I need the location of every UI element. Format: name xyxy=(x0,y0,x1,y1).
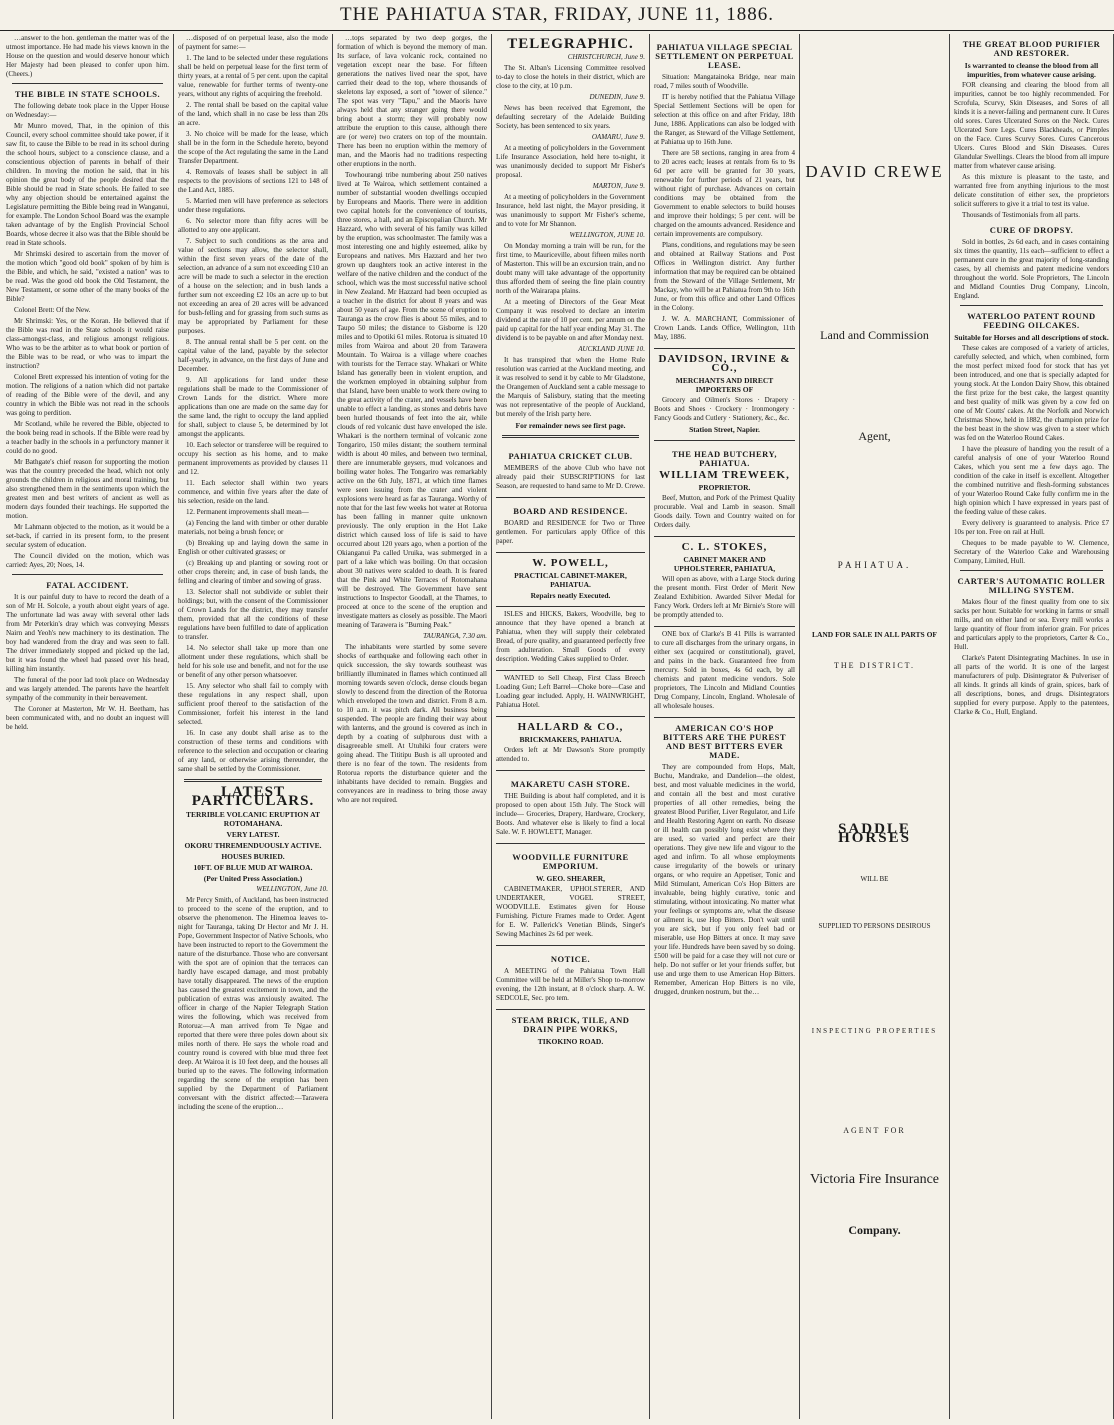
article-heading: LATEST PARTICULARS. xyxy=(191,784,315,809)
ad-title: C. L. STOKES, xyxy=(681,541,768,553)
dateline: MARTON, June 9. xyxy=(592,182,645,190)
dateline: DUNEDIN, June 9. xyxy=(589,93,645,101)
advertisement xyxy=(496,717,645,771)
advertisement xyxy=(496,443,645,498)
paragraph: Mr Shrimski: Yes, or the Koran. He believed that if the Bible was read in the State schools it would raise class-amongst-class, and religious amongst religious. Who was to be the arbiter as to what book or portion of the Bible was to be read, or who was to impart the instruction? xyxy=(6,317,169,370)
paragraph: The following debate took place in the Upper House on Wednesday:— xyxy=(6,102,169,119)
ad-line: AGENT FOR xyxy=(843,1126,906,1135)
paragraph: 13. Selector shall not subdivide or sublet their holdings; but, with the consent of the Commissioner of Crown Lands for the district, they may transfer them, provided that all the conditions of these regulations have been fulfilled to date of application to transfer. xyxy=(178,588,328,641)
paragraph: (b) Breaking up and laying down the same in English or other cultivated grasses; or xyxy=(178,539,328,556)
ad-body: FOR cleansing and clearing the blood from all impurities, cannot be too highly recommended. For Scrofula, Scurvy, Skin Diseases, and Sores of all kinds it is a never-failing and permanent cure. It Cures old sores. Cures Ulcerated Sores on the Neck. Cures Ulcerated Sore Legs. Cures Blackheads, or Pimples on the Face. Cures Scurvy Sores. Cures Cancerous Ulcers. Cures Blood and Skin Diseases. Cures Glandular Swellings. Clears the blood from all impure matter from whatever cause arising. xyxy=(954,81,1109,170)
subheading: HOUSES BURIED. xyxy=(221,852,285,861)
paragraph: …tops separated by two deep gorges, the formation of which is beyond the memory of man. Its surface, of lava volcanic rock, contained no vegetation except near the base. For fifteen generations the natives lived near the spot, have carried their dead to the top, where thousands of skeletons lay exposed, a sort of "tower of silence." The spot was very "Tapu," and the Maoris have always held that any stranger going there would bring about a storm; they will probably now attribute the eruption to this cause, although there are (or were) two craters on top of the mountain. There has been no eruption within the memory of man, and the Maoris had no traditions respecting other eruptions in the north. xyxy=(337,34,487,168)
paragraph: It is our painful duty to have to record the death of a son of Mr H. Solcole, a youth about eight years of age. The unfortunate lad was away with several other lads from Mr Peterkin's dray which was conveying Messrs Nairn and Yeoh's new machinery to its destination. The boy had wandered from the dray and was seen to fall. The driver immediately stopped and picked up the lad, but it was found the wheel had passed over his head, killing him instantly. xyxy=(6,593,169,673)
ad-line: Land and Commission xyxy=(820,328,929,342)
advertisement xyxy=(496,553,645,607)
ad-body: ONE box of Clarke's B 41 Pills is warranted to cure all discharges from the urinary organs, in either sex (acquired or constitutional), gravel, and pains in the back. Guaranteed free from mercury. Sold in boxes, 4s 6d each, by all chemists and patent medicine vendors. Sole proprietors, The Lincoln and Midland Counties Drug Company, Lincoln, England. Wholesale of all wholesale houses. xyxy=(654,630,795,710)
ad-title: DAVIDSON, IRVINE & CO., xyxy=(658,353,791,374)
ad-subtitle: BRICKMAKERS, PAHIATUA. xyxy=(519,735,622,744)
ad-line: PAHIATUA. xyxy=(837,560,912,570)
paragraph: At a meeting of policyholders in the Government Life Insurance Association, held here to-night, it was unanimously decided to support Mr Fisher's proposal. xyxy=(496,144,645,179)
ad-line: INSPECTING PROPERTIES xyxy=(811,1027,938,1035)
advertisement xyxy=(654,34,795,349)
notice-line: For remainder news see first page. xyxy=(515,421,626,430)
paragraph: Towhourangi tribe numbering about 250 natives lived at Te Wairoa, which settlement contained a number of substantial wooden dwellings occupied by Europeans and Maoris. There were in addition two capital hotels for the convenience of tourists, three stores, a hall, and an Episcopalian Church. Mr Hazzard, who with several of his family was killed by the eruption, was schoolmaster. The family was a most interesting one and highly esteemed, alike by Europeans and natives. Mrs Hazzard and her two grown up daughters took an active interest in the welfare of the native children and the conduct of the school, which was the most successful native school in New Zealand. Mr Hazzard had been occupied as a teacher in the district for about 8 years and was about 50 years of age. From the scene of eruption to Tauranga as the crow flies is about 55 miles, and to Taupo 50 miles; the distance to Gisborne is 120 miles and to Opotiki 61 miles. Rotorua is situated 10 miles from Wairoa and about 20 from Tarawera Mountain. To Wairoa is a village where coaches with tourists for the Terrace stay. Whakari or White Island has generally been in violent eruption, and the workmen employed in obtaining sulphur from that Island, have been unable to work there owing to the great activity of the crater, and vessels have been unable to effect a landing, as stones and debris have been hurled thousands of feet into the air, while clouds of red volcanic dust have enveloped the isle. Whakari is the northern terminal of volcanic zone Tongariro, 150 miles distant; the southern terminal width is about 40 miles, and between two terminal, there are innumerable geysers, mud volcanoes and boiling water holes. The Tongariro was remarkably active on the 6th July, 1871, at which time flames were seen issuing from the crater and violent explosions were heard as far as Tauranga. Worthy of note that for the last few weeks hot water at Rotorua has been falling in manner quite unknown previously. The only eruption in the Hot Lake district which caused loss of life is said to have occurred about 120 years ago, when a portion of the Okianganui Pa called Uruika, was submerged in a part of a lake which was boiling. On that occasion about 30 natives were scalded to death. It is feared that the Pink and White Terraces of Rotomahana will be destroyed. The Government have sent instructions to Inspector Goodall, at the Thames, to proceed at once to the scene of the eruption and investigate matters as closely as possible. The Maori meaning of Tarawera is "Burning Peak." xyxy=(337,171,487,629)
paragraph: Mr Bathgate's chief reason for supporting the motion was that the country preceded the head, which not only grounds the children in religious and moral training, but also strengthened them in the sentiments upon which the greatest men and best writers of ancient as well as modern days founded their teachings. He supported the motion. xyxy=(6,458,169,520)
paragraph: 2. The rental shall be based on the capital value of the land, which shall in no case be less than 20s an acre. xyxy=(178,101,328,127)
dateline: CHRISTCHURCH, June 9. xyxy=(567,53,645,61)
column-6 xyxy=(800,34,950,1419)
paragraph: 9. All applications for land under these regulations shall be made to the Commissioner of Crown Lands for the district. Where more applications than one are made on the same day for the same land, the right to occupy the land applied for shall, subject to clause 5, be determined by lot amongst the applicants. xyxy=(178,376,328,438)
ad-subtitle: Suitable for Horses and all descriptions of stock. xyxy=(954,333,1109,342)
masthead: THE PAHIATUA STAR, FRIDAY, JUNE 11, 1886. xyxy=(0,0,1114,31)
column-1 xyxy=(2,34,174,1419)
paragraph: 8. The annual rental shall be 5 per cent. on the capital value of the land, payable by the selector half-yearly, in advance, on the first days of June and December. xyxy=(178,338,328,373)
article-end: …answer to the hon. gentleman the matter was of the utmost importance. He had made his views known in the House on the question and would deserve honour which Her Majesty had been pleased to confer upon him. (Cheers.) xyxy=(6,34,169,78)
ad-body: WANTED to Sell Cheap, First Class Breech Loading Gun; Left Barrel—Choke bore—Case and Loading gear included. Apply, H. WAINWRIGHT, Pahiatua Hotel. xyxy=(496,674,645,709)
paragraph: It has transpired that when the Home Rule resolution was carried at the Auckland meeting, and it was resolved to send it by cable to Mr Gladstone, the Orangemen of Auckland sent a cable message to the Marquis of Salisbury, stating that the meeting was not representative of the people of Auckland, but merely of the Irish party here. xyxy=(496,356,645,418)
paragraph: The inhabitants were startled by some severe shocks of earthquake and following each other in quick succession, the sky towards southeast was brilliantly illuminated in flames which continued all morning towards seven o'clock, dense clouds began slowly to descend from the direction of the Rotorua which enveloped the town and district. From 8 a.m. to 10 a.m. it was pitch dark. All business being suspended. The people are finding their way about with lanterns, and the ground is covered as inch in depth by a coating of sulphurous dust with a disagreeable smell. At Utuhiki four craters were going ahead. The Tititipu Bush is all uprooted and there is no fear of the town. The residents from Rotorua reports the disturbance quieter and the inhabitants have decided to remain. Buggies and conveyances are in readiness to bring those away who are not required. xyxy=(337,643,487,804)
ad-title: W. POWELL, xyxy=(532,557,609,569)
ad-body: J. W. A. MARCHANT, Commissioner of Crown Lands. Lands Office, Wellington, 11th May, 1886. xyxy=(654,315,795,341)
column-4 xyxy=(492,34,650,1419)
dateline: WELLINGTON, JUNE 10. xyxy=(569,231,645,239)
ad-body: Thousands of Testimonials from all parts. xyxy=(962,211,1080,219)
ad-heading: BOARD AND RESIDENCE. xyxy=(513,506,628,516)
ad-subtitle: CABINET MAKER AND UPHOLSTERER, PAHIATUA, xyxy=(673,555,776,573)
ad-heading: PAHIATUA VILLAGE SPECIAL SETTLEMENT ON PERPETUAL LEASE. xyxy=(655,42,794,70)
ad-subtitle: PROPRIETOR. xyxy=(698,483,751,492)
ad-line: THE DISTRICT. xyxy=(834,661,915,670)
subheading: VERY LATEST. xyxy=(226,830,280,839)
advertisement xyxy=(496,946,645,1010)
ad-body: Every delivery is guaranteed to analysis. Price £7 10s per ton. Free on rail at Hull. xyxy=(954,519,1109,536)
ad-subtitle: Is warranted to cleanse the blood from all impurities, from whatever cause arising. xyxy=(964,61,1099,79)
divider xyxy=(12,574,163,575)
paragraph: Colonel Brett: Of the New. xyxy=(14,306,91,314)
ad-heading: AMERICAN CO'S HOP BITTERS ARE THE PUREST AND BEST BITTERS EVER MADE. xyxy=(662,723,787,760)
ad-title: HALLARD & CO., xyxy=(517,721,624,733)
column-5 xyxy=(650,34,800,1419)
advertisement xyxy=(496,671,645,717)
paragraph: 5. Married men will have preference as selectors under these regulations. xyxy=(178,197,328,214)
divider xyxy=(184,779,322,782)
ad-subtitle: MERCHANTS AND DIRECT IMPORTERS OF xyxy=(675,376,774,394)
ad-body: Repairs neatly Executed. xyxy=(530,591,611,600)
paragraph: 4. Removals of leases shall be subject in all respects to the provisions of sections 121 to 148 of the Land Act, 1885. xyxy=(178,168,328,194)
dateline: WELLINGTON, June 10. xyxy=(256,885,328,893)
article-heading: THE BIBLE IN STATE SCHOOLS. xyxy=(14,89,161,99)
paragraph: 3. No choice will be made for the lease, which shall be in the form in the Schedule hereto, beyond the scope of the Act regulating the same in the Land Transfer Department. xyxy=(178,130,328,165)
subheading: TERRIBLE VOLCANIC ERUPTION AT ROTOMAHANA. xyxy=(186,810,320,828)
ad-body: BOARD and RESIDENCE for Two or Three gentlemen. For particulars apply Office of this paper. xyxy=(496,519,645,545)
paragraph: 7. Subject to such conditions as the area and value of sections may allow, the selector shall, within the first seven years of the date of the selection, an advance of a sum not exceeding £10 an acre will be made to such a selector in the erection of a house on the selection; and in bush lands a further sum not exceeding £2 10s an acre up to but not exceeding an area of 20 acres will be advanced for bush-felling and for grassing from such sums as may be appropriated by Parliament for these purposes. xyxy=(178,237,328,335)
ad-line: LAND FOR SALE IN ALL PARTS OF xyxy=(811,630,938,639)
ad-subtitle: W. GEO. SHEARER, xyxy=(535,874,606,883)
advertiser-name: DAVID CREWE xyxy=(805,162,944,181)
paragraph: 6. No selector more than fifty acres will be allotted to any one applicant. xyxy=(178,217,328,234)
dateline: AUCKLAND JUNE 10. xyxy=(578,345,645,353)
ad-body: MEMBERS of the above Club who have not already paid their SUBSCRIPTIONS for last Season, are requested to hand same to Mr D. Crewe. xyxy=(496,464,645,490)
paragraph: Mr Scotland, while he revered the Bible, objected to the book being read in schools. If the Bible were read by a teacher badly in the schools in a perfunctory manner it could do no good. xyxy=(6,420,169,455)
ad-body: Cheques to be made payable to W. Clemence, Secretary of the Waterloo Cake and Warehousing Company, Limited, Hull. xyxy=(954,539,1109,565)
ad-body: Grocery and Oilmen's Stores · Drapery · Boots and Shoes · Crockery · Ironmongery · Fancy Goods and Cutlery · Stationery, &c., &c. xyxy=(654,396,795,422)
paragraph: Mr Lahmann objected to the motion, as it would be a set-back, if carried in its present form, to the present secular system of education. xyxy=(6,523,169,549)
ad-heading: WATERLOO PATENT ROUND FEEDING OILCAKES. xyxy=(967,311,1096,330)
paragraph: 14. No selector shall take up more than one allotment under these regulations, which shall be held for his sole use and benefit, and not for the use or benefit of any other person whatsoever. xyxy=(178,644,328,679)
paragraph: At a meeting of policyholders in the Government Insurance, held last night, the Mayor presiding, it was unanimously to support Mr Fisher's scheme, and to vote for Mr Shannon. xyxy=(496,193,645,228)
paragraph: At a meeting of Directors of the Gear Meat Company it was resolved to declare an interim dividend at the rate of 10 per cent. per annum on the paid up capital for the half year ending May 31. The dividend is to be payable on and after Monday next. xyxy=(496,298,645,342)
ad-heading: THE HEAD BUTCHERY, PAHIATUA. xyxy=(672,449,777,468)
ad-heading: NOTICE. xyxy=(550,954,591,964)
advertisement xyxy=(496,607,645,671)
ad-body: Sold in bottles, 2s 6d each, and in cases containing six times the quantity, 11s each—sufficient to effect a permanent cure in the great majority of long-standing cases, by all chemists and patent medicine vendors throughout the world. Sole Proprietors, The Lincoln and Midland Counties Drug Company, Lincoln, England. xyxy=(954,238,1109,300)
paragraph: 10. Each selector or transferee will be required to occupy his section as his home, and to make permanent improvements as provided by clauses 11 and 12. xyxy=(178,441,328,476)
subheading: 10FT. OF BLUE MUD AT WAIROA. xyxy=(193,863,313,872)
paragraph: 16. In case any doubt shall arise as to the construction of these terms and conditions with reference to the selection and occupation or clearing of any land, or otherwise arising thereunder, the same shall be settled by the Commissioner. xyxy=(178,729,328,773)
divider xyxy=(960,305,1103,306)
ad-line: SADDLE HORSES xyxy=(838,821,911,846)
ad-subtitle: TIKOKINO ROAD. xyxy=(537,1037,604,1046)
ad-title: WILLIAM TREWEEK, xyxy=(659,469,790,481)
ad-body: I have the pleasure of handing you the result of a careful analysis of one of your Waterloo Round Cakes, which you sent me a few days ago. The condition of the cake in itself is excellent. Altogether the combined nutritive and flesh-forming substances of your Waterloo Round Cake fully confirm me in the high opinion which I have expressed in years past of the feeding value of these cakes. xyxy=(954,445,1109,516)
ad-body: A MEETING of the Pahiatua Town Hall Committee will be held at Miller's Shop to-morrow evening, the 12th instant, at 8 o'clock sharp. A. W. SEDCOLE, Sec. pro tem. xyxy=(496,967,645,1002)
advertisement xyxy=(496,771,645,844)
paragraph: 15. Any selector who shall fail to comply with these regulations in any respect shall, upon sufficient proof thereof to the satisfaction of the Commissioner, forfeit his interest in the land selected. xyxy=(178,682,328,726)
paragraph: 12. Permanent improvements shall mean— xyxy=(186,508,309,516)
ad-body: These cakes are composed of a variety of articles, carefully selected, and which, when combined, form the most perfect mixed food for stock that has yet been introduced, and one that is specially adapted for young stock. At the London Dairy Show, this obtained the first prize for the best cake, the largest quantity and best quality of milk was given by a cow fed on one of Mr Coutts' cakes. At the Norfolk and Norwich Christmas Show, held in 1882, the champion prize for the best beast in the show was given to a steer which was fed on the Waterloo Round Cakes. xyxy=(954,344,1109,442)
paragraph: The Council divided on the motion, which was carried: Ayes, 20; Noes, 14. xyxy=(6,552,169,569)
ad-body: CABINETMAKER, UPHOLSTERER, AND UNDERTAKER, VOGEL STREET, WOODVILLE. Estimates given for House Furnishing. Picture Frames made to Order. Agent for E. W. Pallerick's Venetian Blinds, Singer's Sewing Machines 2s 6d per week. xyxy=(496,885,645,938)
ad-heading: THE GREAT BLOOD PURIFIER AND RESTORER. xyxy=(962,39,1101,58)
paragraph: News has been received that Egremont, the defaulting secretary of the Adelaide Building Society, has been sentenced to six years. xyxy=(496,104,645,130)
ad-line: Agent, xyxy=(858,429,891,443)
subheading: OKORU THREMENDUOUSLY ACTIVE. xyxy=(184,841,322,850)
advertisement xyxy=(654,441,795,537)
paragraph: Mr Percy Smith, of Auckland, has been instructed to proceed to the scene of the eruption, and to observe the phenomenon. The Hinemoa leaves to-night for Tauranga, taking Dr Hector and Mr J. H. Pope, Government Inspector of Native Schools, who have been instructed to report to the Government the nature of the disturbance. Those who are conversant with the spot are of opinion that the terraces can hardly have escaped damage, and most probably have totally disappeared. The news of the eruption has caused the greatest excitement in town, and the publication of extras was anxiously awaited. The officer in charge of the Napier Telegraph Station wires the following, which was received from Rotorua:—A man arrived from Te Ngae and reported that there were three poles down about six miles north of there. He says the whole road and country round is covered with blue mud three feet deep. At Wairoa it is 10 feet deep, and the houses all buried up to the eaves. The following information regarding the scene of the eruption has been supplied by the Department of Parliament conversant with the district affected:—Tarawera including the scene of the eruption… xyxy=(178,896,328,1111)
ad-body: Will open as above, with a Large Stock during the present month. First Order of Merit New Zealand Exhibition. Awarded Silver Medal for Fancy Work. Orders left at Mr Birnie's Store will be promptly attended to. xyxy=(654,575,795,619)
column-7 xyxy=(950,34,1114,1419)
ad-body: ISLES and HICKS, Bakers, Woodville, beg to announce that they have opened a branch at Pahiatua, when they will supply their celebrated Bread, of pure quality, and guaranteed perfectly free from adulteration. Small Goods of every description. Wedding Cakes supplied to Order. xyxy=(496,610,645,663)
paragraph: The Coroner at Masterton, Mr W. H. Beetham, has been communicated with, and no doubt an inquest will be held. xyxy=(6,705,169,731)
paragraph: …disposed of on perpetual lease, also the mode of payment for same:— xyxy=(178,34,328,51)
paragraph: 1. The land to be selected under these regulations shall be held on perpetual lease for the first term of thirty years, at a rental of 5 per cent. upon the capital value, renewable for further terms of twenty-one years, without any rights of acquiring the freehold. xyxy=(178,54,328,98)
ad-heading: PAHIATUA CRICKET CLUB. xyxy=(508,451,633,461)
ad-body: Plans, conditions, and regulations may be seen and obtained at Railway Stations and Post Offices in Wellington district. Any further information that may be required can be obtained from the Steward of the Village Settlement, Mr Mackay, who will be at Pahiatua from 9th to 16th June, or from this office and other Land Offices in the Colony. xyxy=(654,241,795,312)
dateline: TAURANGA, 7.30 am. xyxy=(423,632,487,640)
paragraph: 11. Each selector shall within two years commence, and within five years after the date of his selection, reside on the land. xyxy=(178,479,328,505)
paragraph: Colonel Brett expressed his intention of voting for the motion. The religions of a nation which did not partake of reading of the Bible were of the devil, and any country in which the Bible was not read in the schools was going to perdition. xyxy=(6,373,169,417)
ad-heading: STEAM BRICK, TILE, AND DRAIN PIPE WORKS, xyxy=(511,1015,630,1034)
advertisement xyxy=(654,537,795,627)
ad-body: As this mixture is pleasant to the taste, and warranted free from anything injurious to the most delicate constitution of either sex, the proprietors solicit sufferers to give it a trial to test its value. xyxy=(954,173,1109,208)
advertisement xyxy=(654,627,795,718)
ad-body: Makes flour of the finest quality from one to six sacks per hour. Suitable for working in farms or small mills, and on either land or sea. Every mill works a large quantity of flour from inferior grain. For prices and particulars apply to the proprietors, Carter & Co., Hull. xyxy=(954,598,1109,651)
ad-address: Station Street, Napier. xyxy=(689,425,760,434)
paragraph: Mr Munro moved, That, in the opinion of this Council, every school committee should take power, if it saw fit, to cause the Bible to be read in its school during the school hours, subject to a conscience clause, and a conscientious objection of parents in behalf of their children. In moving the motion he said, that in his opinion the great body of the people desired that the Bible should be read in State schools. He failed to see why any objection should be entertained against the Legislature permitting the Bible being read in Wanganui, for example. The London School Board was the example taken advantage of by the English Provincial School Boards, whose decree it also was that the Bible should be read in State schools. xyxy=(6,122,169,247)
advertisement xyxy=(654,349,795,441)
ad-body: Situation: Mangatainoka Bridge, near main road, 7 miles south of Woodville. xyxy=(654,73,795,90)
subheading: (Per United Press Association.) xyxy=(203,874,303,883)
divider xyxy=(12,83,163,84)
ad-body: IT is hereby notified that the Pahiatua Village Special Settlement Sections will be open for selection at this office on and after Friday, 18th June, 1886. Applications can also be lodged with the Ranger, as Steward of the Village Settlement, at Pahiatua up to 16th June. xyxy=(654,93,795,146)
paragraph: Mr Shrimski desired to ascertain from the mover of the motion which "good old book" spoken of by him is the Bible, and which, he said, "existed a nation" was to be read. Was the good old book the Old Testament, the New Testament, or some other of the many books of the Bible? xyxy=(6,250,169,303)
ad-subtitle: PRACTICAL CABINET-MAKER, PAHIATUA. xyxy=(514,571,627,589)
dateline: OAMARU, June 9. xyxy=(591,133,645,141)
ad-body: Beef, Mutton, and Pork of the Primest Quality procurable. Veal and Lamb in season. Small Goods daily. Town and Country waited on for Orders daily. xyxy=(654,494,795,529)
ad-body: They are compounded from Hops, Malt, Buchu, Mandrake, and Dandelion—the oldest, best, and most valuable medicines in the world, and contain all the best and most curative properties of all other remedies, being the greatest Blood Purifier, Liver Regulator, and Life and Health Restoring Agent on earth. No disease or ill health can possibly long exist where they are used, so varied and perfect are their operations. They give new life and vigour to the aged and infirm. To all whose employments cause irregularity of the bowels or urinary organs, or who require an Appetiser, Tonic and Mild Stimulant, American Co's Hop Bitters are invaluable, being highly curative, tonic and stimulating, without intoxicating. No matter what your feelings or symptoms are, what the disease or ailment is, use Hop Bitters. Don't wait until you are sick, but if you only feel bad or miserable, use Hop Bitters at once. It may save your life. Hundreds have been saved by so doing. £500 will be paid for a case they will not cure or help. Do not suffer or let your friends suffer, but use and urge them to use American Hop Bitters. Remember, American Hop Bitters is no vile, drugged, drunken nostrum, but the… xyxy=(654,763,795,996)
ad-body: There are 58 sections, ranging in area from 4 to 20 acres each; leases at rentals from 6s to 9s 6d per acre will be granted for 30 years, renewable for further periods of 21 years, but without right of purchase. Advances on certain conditions may be obtained from the Government to enable selectors to build houses and improve their holdings; 5 per cent. will be charged on the amounts advanced. Residence and certain improvements are compulsory. xyxy=(654,149,795,238)
ad-body: Orders left at Mr Dawson's Store promptly attended to. xyxy=(496,746,645,763)
ad-heading: WOODVILLE FURNITURE EMPORIUM. xyxy=(512,852,629,871)
column-3 xyxy=(333,34,492,1419)
paragraph: (a) Fencing the land with timber or other durable materials, not being a brush fence; or xyxy=(178,519,328,536)
ad-heading: CARTER'S AUTOMATIC ROLLER MILLING SYSTEM. xyxy=(957,576,1106,595)
divider xyxy=(960,570,1103,571)
ad-line: WILL BE xyxy=(860,875,889,883)
paragraph: The St. Alban's Licensing Committee resolved to-day to close the hotels in their district, which are close to the city, at 10 p.m. xyxy=(496,64,645,90)
ad-body: THE Building is about half completed, and it is proposed to open about 15th July. The Stock will include— Groceries, Drapery, Hardware, Crockery, Boots. And whatever else is likely to find a local Sale. W. F. HOWLETT, Manager. xyxy=(496,792,645,836)
paragraph: (c) Breaking up and planting or sowing root or other crops therein; and, in case of bush lands, the felling and clearing of timber and sowing of grass. xyxy=(178,559,328,585)
ad-heading: MAKARETU CASH STORE. xyxy=(510,779,631,789)
advertisement xyxy=(496,498,645,553)
ad-line: Victoria Fire Insurance xyxy=(810,1172,939,1187)
article-heading: FATAL ACCIDENT. xyxy=(46,580,129,590)
paragraph: The funeral of the poor lad took place on Wednesday and was largely attended. The parents have the heartfelt sympathy of the community in their bereavement. xyxy=(6,676,169,702)
section-heading: TELEGRAPHIC. xyxy=(507,36,634,52)
ad-line: SUPPLIED TO PERSONS DESIROUS xyxy=(818,922,931,930)
column-2 xyxy=(174,34,333,1419)
ad-line: Company. xyxy=(848,1223,901,1237)
paragraph: On Monday morning a train will be run, for the first time, to Mauriceville, about fifteen miles north of Masterton. This will be an excursion train, and no doubt many will take advantage of the opportunity thus afforded them of seeing the fine plain country north of the Wairarapa plains. xyxy=(496,242,646,295)
advertisement xyxy=(496,844,645,946)
ad-heading: CURE OF DROPSY. xyxy=(989,225,1074,235)
ad-body: Clarke's Patent Disintegrating Machines. In use in all parts of the world. It is one of the largest manufacturers of pulp. Disintegrator & Pulveriser of all kinds. It grinds all kinds of grain, spices, bark of all descriptions, bones, and drugs. Disintegrators supplied for every purpose. Apply to the patentees, Clarke & Co., Hull, England. xyxy=(954,654,1109,716)
divider xyxy=(502,435,639,438)
